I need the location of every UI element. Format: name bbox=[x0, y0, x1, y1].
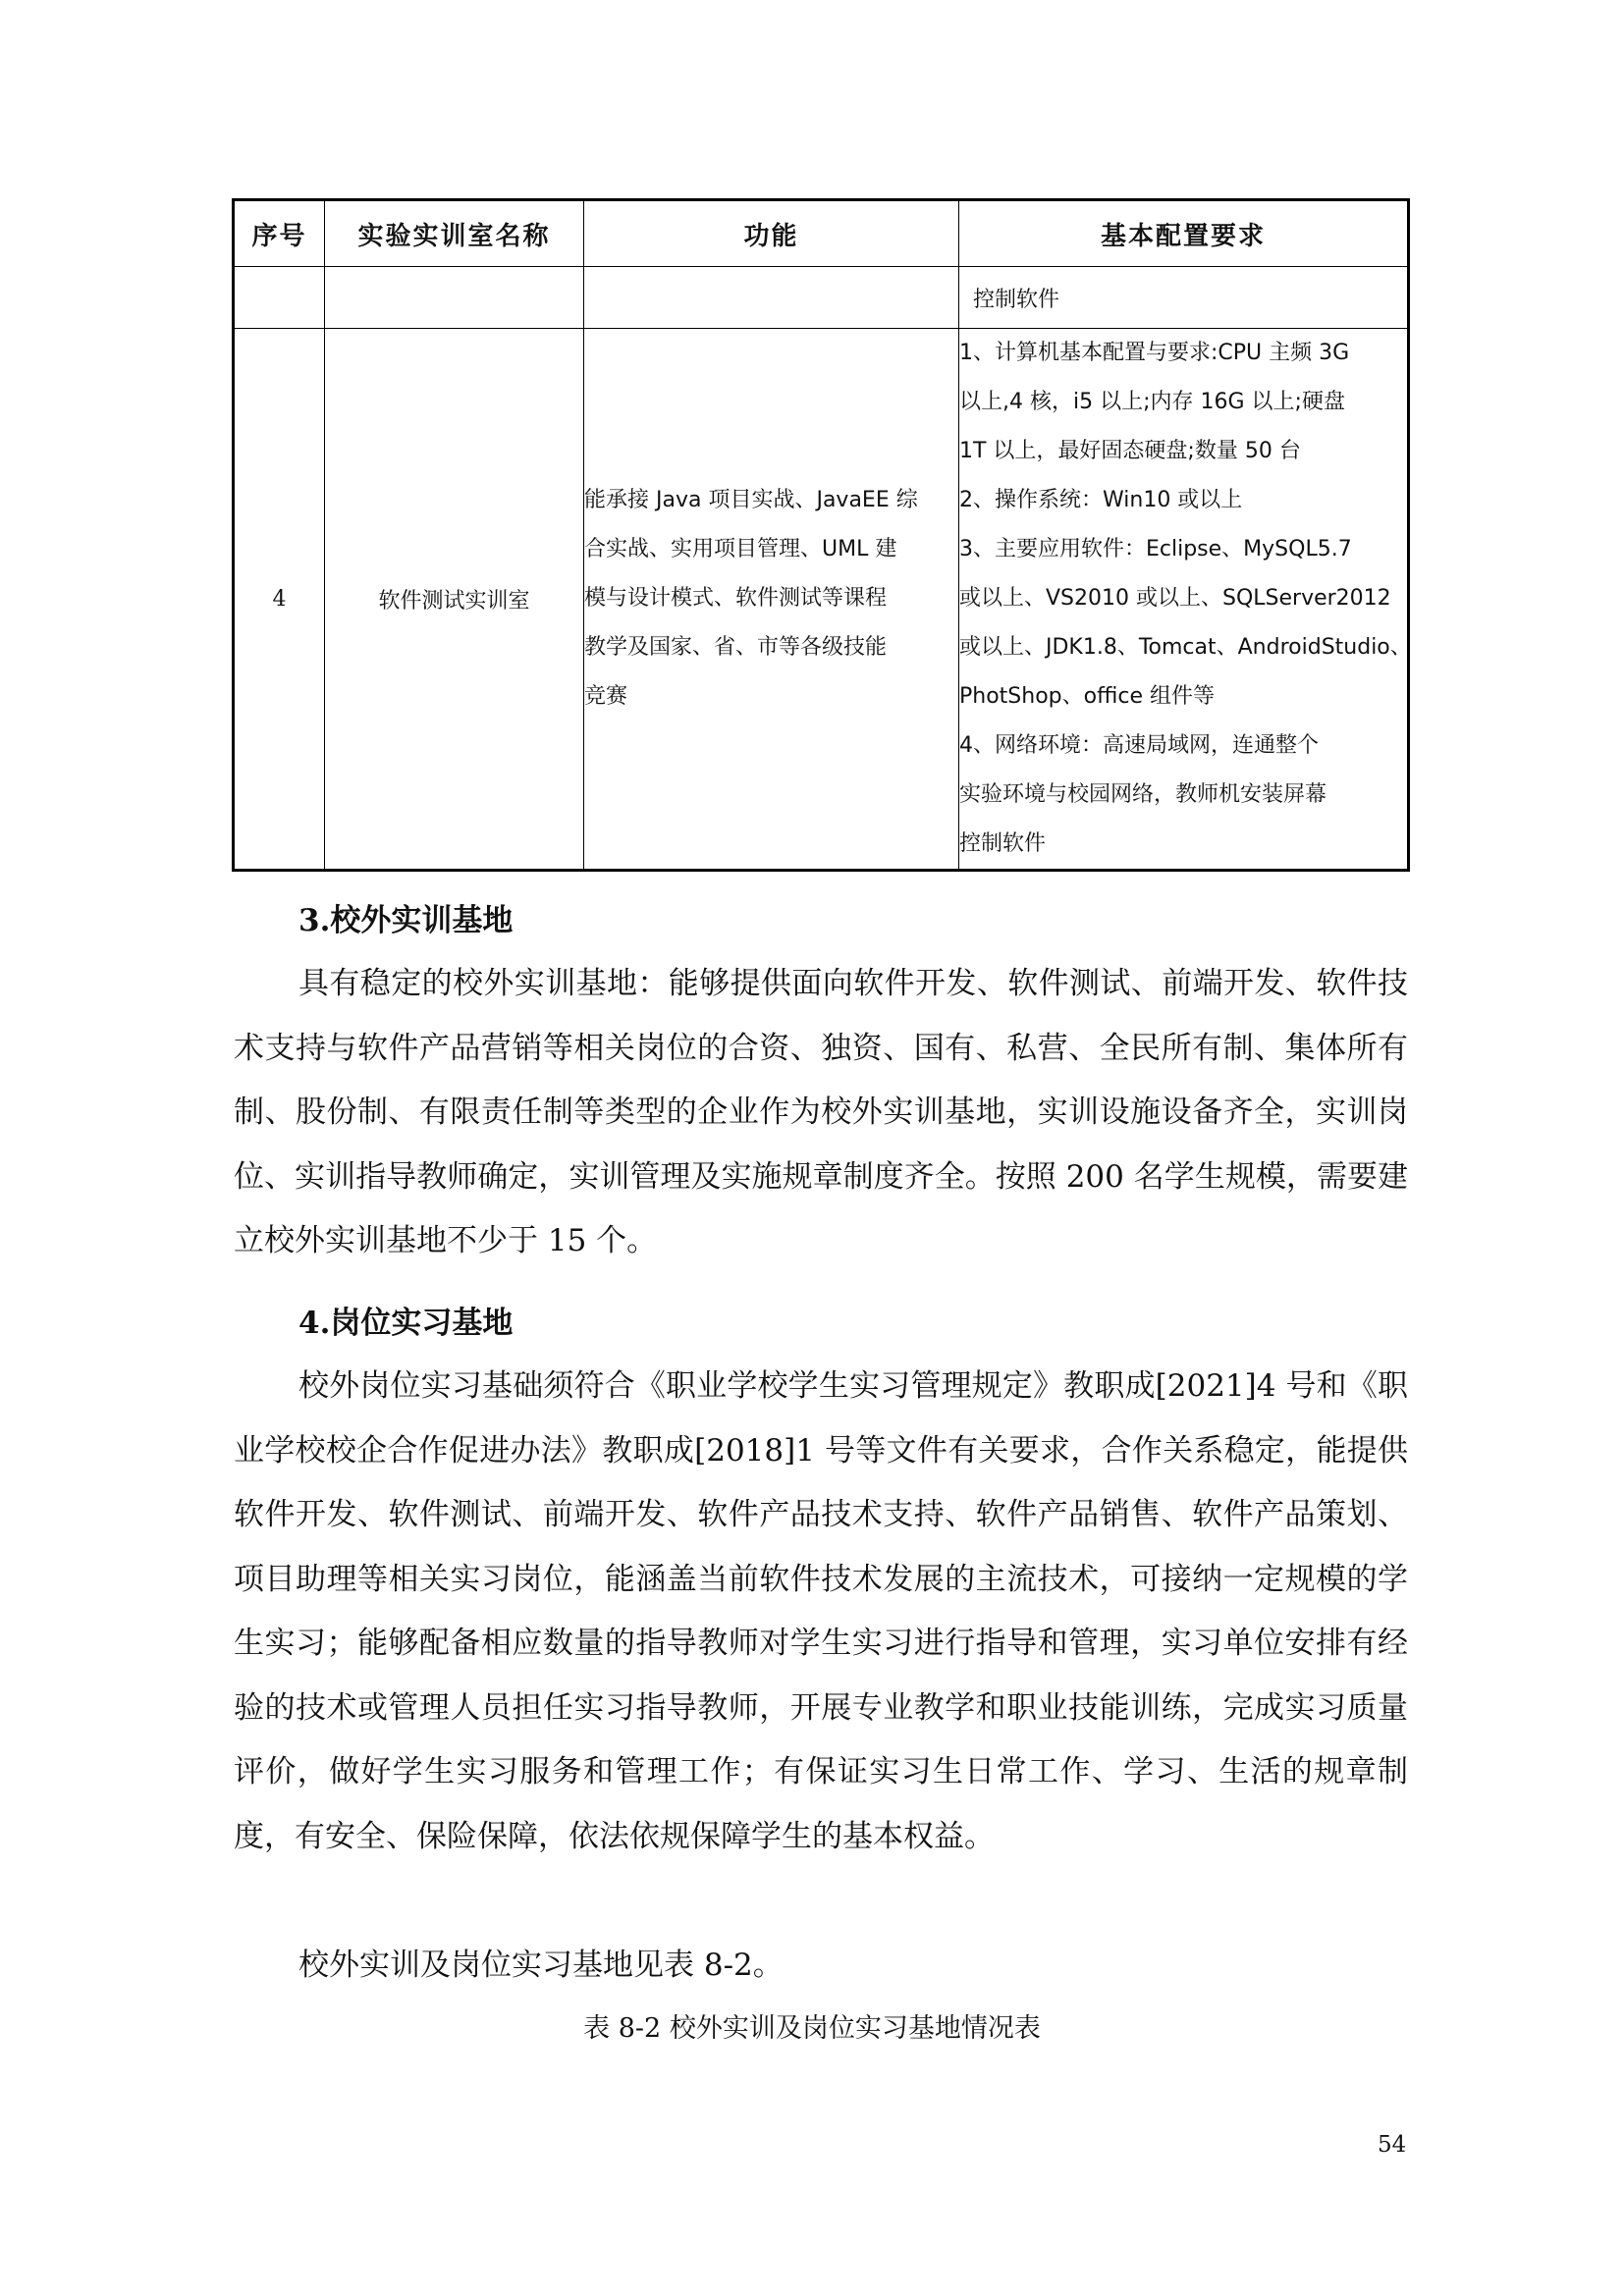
function-line: 合实战、实用项目管理、UML 建 bbox=[584, 537, 897, 561]
cell-name-empty bbox=[325, 267, 584, 329]
cell-function bbox=[584, 329, 959, 871]
config-line: 1T 以上，最好固态硬盘;数量 50 台 bbox=[959, 439, 1301, 463]
function-line: 教学及国家、省、市等各级技能 bbox=[584, 635, 888, 660]
section-heading-offsite-training: 3.校外实训基地 bbox=[298, 903, 514, 938]
table-row bbox=[234, 329, 1409, 871]
config-line: 2、操作系统：Win10 或以上 bbox=[959, 488, 1243, 512]
header-config: 基本配置要求 bbox=[959, 200, 1409, 267]
function-line: 能承接 Java 项目实战、JavaEE 综 bbox=[584, 488, 918, 512]
table-header-row bbox=[234, 200, 1409, 267]
cell-function-empty bbox=[584, 267, 959, 329]
section-heading-internship: 4.岗位实习基地 bbox=[298, 1306, 514, 1341]
header-function: 功能 bbox=[584, 200, 959, 267]
config-line: PhotShop、office 组件等 bbox=[959, 684, 1215, 709]
cell-config-continuation: 控制软件 bbox=[959, 267, 1409, 329]
cell-config bbox=[959, 329, 1412, 871]
header-lab-name: 实验实训室名称 bbox=[325, 200, 584, 267]
paragraph-offsite-training: 具有稳定的校外实训基地：能够提供面向软件开发、软件测试、前端开发、软件技术支持与软件产品营销等相关岗位的合资、独资、国有、私营、全民所有制、集体所有制、股份制、有限责任制等类型的企业作为校外实训基地，实训设施设备齐全，实训岗位、实训指导教师确定，实训管理及实施规章制度齐全。按照 200 名学生规模，需要建立校外实训基地不少于 15 个。 bbox=[234, 966, 1408, 1258]
config-line: 以上,4 核，i5 以上;内存 16G 以上;硬盘 bbox=[959, 390, 1345, 414]
config-line: 实验环境与校园网络，教师机安装屏幕 bbox=[959, 782, 1327, 807]
config-line: 控制软件 bbox=[959, 831, 1047, 856]
table-caption: 表 8-2 校外实训及岗位实习基地情况表 bbox=[583, 2013, 1041, 2044]
cell-index-empty bbox=[234, 267, 325, 329]
cell-lab-name: 软件测试实训室 bbox=[325, 329, 584, 871]
paragraph-table-reference: 校外实训及岗位实习基地见表 8-2。 bbox=[298, 1948, 784, 1983]
config-line: 或以上、VS2010 或以上、SQLServer2012 bbox=[959, 586, 1391, 611]
config-line: 1、计算机基本配置与要求:CPU 主频 3G bbox=[959, 341, 1350, 365]
page-number: 54 bbox=[1378, 2132, 1407, 2158]
config-line: 3、主要应用软件：Eclipse、MySQL5.7 bbox=[959, 537, 1352, 561]
function-line: 竞赛 bbox=[584, 684, 628, 709]
header-index: 序号 bbox=[234, 200, 325, 267]
function-line: 模与设计模式、软件测试等课程 bbox=[584, 586, 888, 611]
lab-config-table bbox=[232, 198, 1410, 872]
paragraph-internship: 校外岗位实习基础须符合《职业学校学生实习管理规定》教职成[2021]4 号和《职业学校校企合作促进办法》教职成[2018]1 号等文件有关要求，合作关系稳定，能提供软件开发、软件测试、前端开发、软件产品技术支持、软件产品销售、软件产品策划、项目助理等相关实习岗位，能涵盖当前软件技术发展的主流技术，可接纳一定规模的学生实习；能够配备相应数量的指导教师对学生实习进行指导和管理，实习单位安排有经验的技术或管理人员担任实习指导教师，开展专业教学和职业技能训练，完成实习质量评价，做好学生实习服务和管理工作；有保证实习生日常工作、学习、生活的规章制度，有安全、保险保障，依法依规保障学生的基本权益。 bbox=[234, 1368, 1408, 1854]
cell-index: 4 bbox=[234, 329, 325, 871]
config-line: 4、网络环境：高速局域网，连通整个 bbox=[959, 733, 1319, 758]
table-row-continuation bbox=[234, 267, 1409, 329]
config-line: 或以上、JDK1.8、Tomcat、AndroidStudio、 bbox=[959, 635, 1412, 660]
